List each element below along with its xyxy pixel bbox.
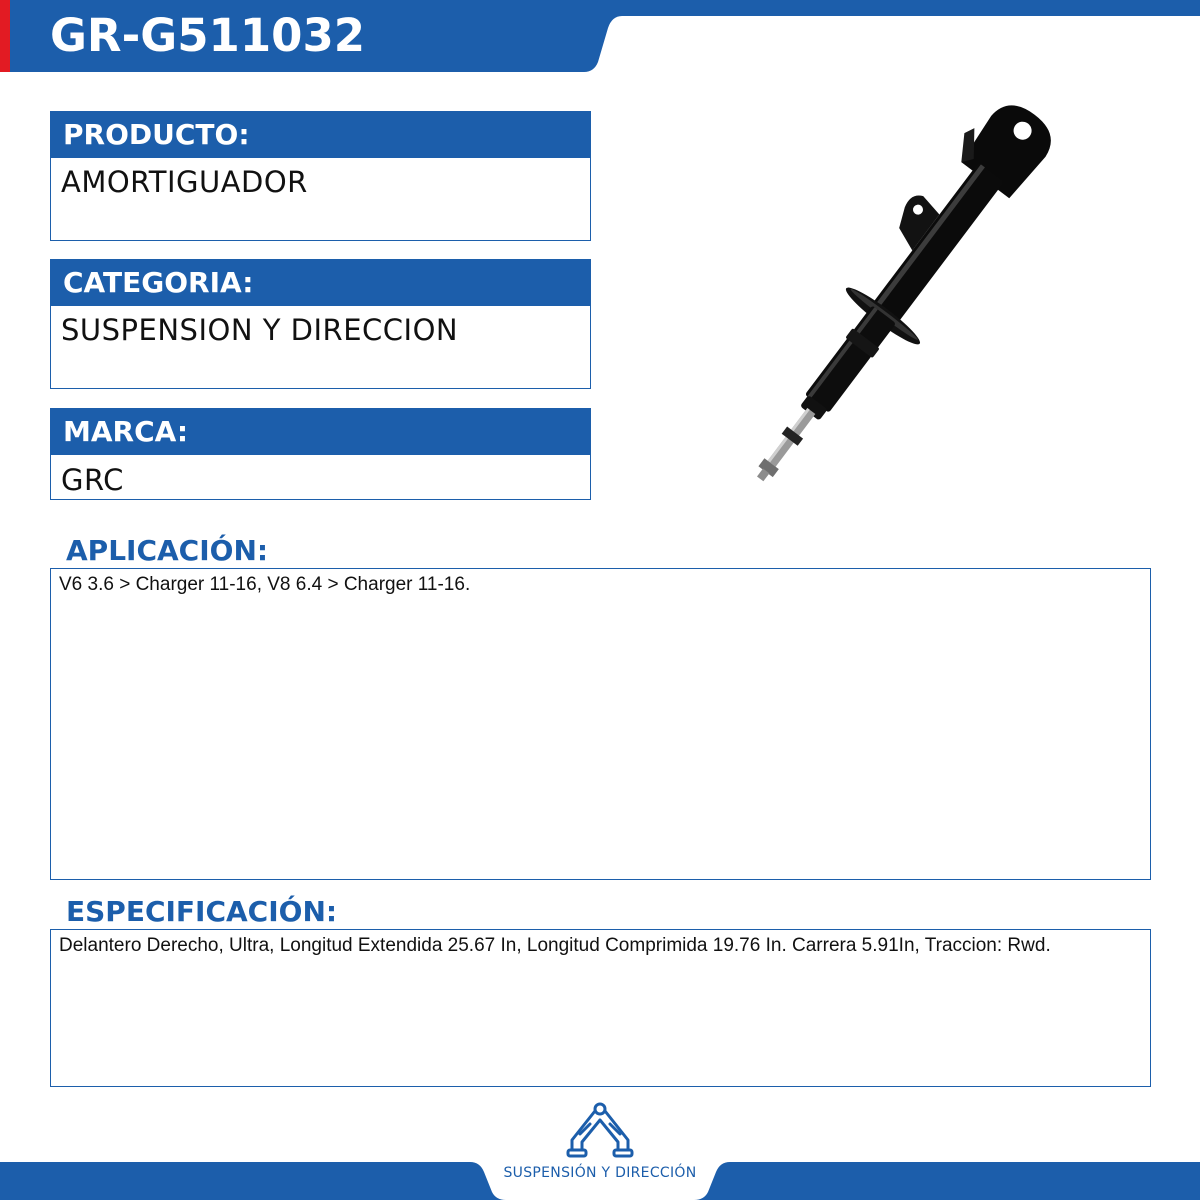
producto-value: AMORTIGUADOR <box>50 157 591 241</box>
aplicacion-textbox: V6 3.6 > Charger 11-16, V8 6.4 > Charger 11-16. <box>50 568 1151 880</box>
control-arm-icon <box>560 1100 640 1160</box>
part-number-title: GR-G511032 <box>50 9 366 62</box>
field-producto <box>50 111 591 241</box>
categoria-value: SUSPENSION Y DIRECCION <box>50 305 591 389</box>
field-categoria <box>50 259 591 389</box>
especificacion-textbox: Delantero Derecho, Ultra, Longitud Extendida 25.67 In, Longitud Comprimida 19.76 In. Carrera 5.91In, Traccion: Rwd. <box>50 929 1151 1087</box>
marca-label: MARCA: <box>50 408 591 454</box>
footer-category-label: SUSPENSIÓN Y DIRECCIÓN <box>503 1165 697 1181</box>
field-marca <box>50 408 591 500</box>
especificacion-title: ESPECIFICACIÓN: <box>66 895 338 928</box>
aplicacion-title: APLICACIÓN: <box>66 534 269 567</box>
shock-absorber-image <box>670 100 1120 500</box>
producto-label: PRODUCTO: <box>50 111 591 157</box>
categoria-label: CATEGORIA: <box>50 259 591 305</box>
marca-value: GRC <box>50 454 591 500</box>
